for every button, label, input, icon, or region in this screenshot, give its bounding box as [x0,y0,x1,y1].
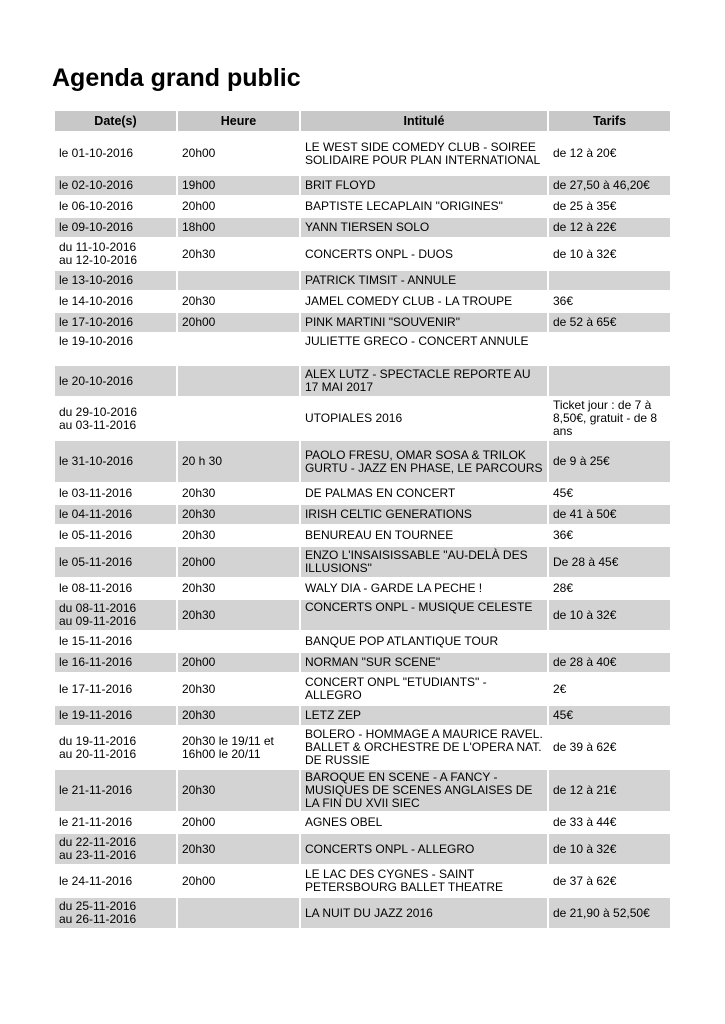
cell-date: le 01-10-2016 [59,146,134,160]
cell-date: le 09-10-2016 [55,218,176,237]
cell-intitule: DE PALMAS EN CONCERT [304,486,456,500]
cell-heure: 20 h 30 [178,441,299,482]
cell-heure [178,334,299,364]
cell-intitule: BAPTISTE LECAPLAIN "ORIGINES" [304,199,503,213]
cell-intitule: AGNES OBEL [304,815,383,829]
agenda-table [53,109,672,930]
cell-tarifs: de 21,90 à 52,50€ [549,898,670,928]
cell-heure [178,898,299,928]
cell-date: le 05-11-2016 [59,528,133,542]
cell-heure: 20h00 [178,653,299,672]
cell-date: le 15-11-2016 [59,634,133,648]
cell-date: le 08-11-2016 [59,581,133,595]
cell-intitule: NORMAN "SUR SCENE" [301,653,547,672]
cell-heure: 20h00 [181,815,216,829]
cell-date: le 21-11-2016 [59,815,133,829]
cell-tarifs: de 10 à 32€ [549,834,670,864]
table-row [55,706,670,725]
table-row [55,366,670,396]
table-row [55,834,670,864]
page-title: Agenda grand public [52,64,301,92]
cell-tarifs: 28€ [553,581,574,595]
cell-tarifs: de 28 à 40€ [549,653,670,672]
cell-intitule: BOLERO - HOMMAGE A MAURICE RAVEL. BALLET & ORCHESTRE DE L'OPERA NAT. DE RUSSIE [304,727,543,767]
cell-date: du 19-11-2016 au 20-11-2016 [59,733,137,761]
table-row [55,813,670,832]
cell-tarifs: 45€ [553,486,574,500]
cell-heure: 20h00 [178,313,299,332]
cell-intitule: YANN TIERSEN SOLO [301,218,547,237]
cell-intitule: LE WEST SIDE COMEDY CLUB - SOIREE SOLIDAIRE POUR PLAN INTERNATIONAL [304,139,541,167]
cell-date: le 05-11-2016 [55,547,176,577]
cell-tarifs: de 12 à 21€ [549,770,670,811]
header-intitule: Intitulé [301,111,547,131]
cell-tarifs: 45€ [549,706,670,725]
cell-tarifs: de 39 à 62€ [553,740,617,754]
cell-tarifs [549,271,670,290]
table-row [55,239,670,269]
cell-tarifs: de 10 à 32€ [553,246,617,261]
cell-intitule: BAROQUE EN SCENE - A FANCY - MUSIQUES DE SCENES ANGLAISES DE LA FIN DU XVII SIEC [301,770,547,811]
cell-tarifs: 36€ [553,528,574,542]
cell-tarifs: Ticket jour : de 7 à 8,50€, gratuit - de 8 ans [553,398,658,438]
cell-tarifs: de 10 à 32€ [549,600,670,630]
table-row [55,271,670,290]
cell-date: le 02-10-2016 [55,176,176,195]
cell-heure: 20h30 [181,528,216,542]
cell-intitule: BANQUE POP ATLANTIQUE TOUR [304,634,499,648]
table-row [55,547,670,577]
header-tarifs: Tarifs [549,111,670,131]
cell-tarifs: de 27,50 à 46,20€ [549,176,670,195]
table-row [55,133,670,174]
cell-date: le 03-11-2016 [59,486,133,500]
cell-date: le 20-10-2016 [55,366,176,396]
table-row [55,505,670,524]
cell-date: le 06-10-2016 [59,199,134,213]
cell-heure [178,366,299,396]
cell-heure: 20h30 [181,681,216,696]
cell-heure [178,398,299,439]
table-row [55,674,670,704]
cell-tarifs: 2€ [553,681,567,696]
cell-tarifs: de 12 à 22€ [549,218,670,237]
cell-heure: 20h00 [178,547,299,577]
cell-date: le 04-11-2016 [55,505,176,524]
cell-heure: 20h00 [181,146,216,160]
table-row [55,770,670,811]
table-row [55,484,670,503]
cell-heure: 20h30 [178,834,299,864]
cell-heure: 18h00 [178,218,299,237]
table-row [55,441,670,482]
table-row [55,398,670,439]
cell-heure: 20h00 [181,873,216,888]
cell-intitule: CONCERT ONPL "ETUDIANTS" - ALLEGRO [304,675,487,702]
cell-tarifs: de 41 à 50€ [549,505,670,524]
cell-heure: 20h00 [181,199,216,213]
table-row [55,579,670,598]
agenda-body [55,133,670,928]
cell-date: le 14-10-2016 [59,294,134,308]
cell-tarifs: de 52 à 65€ [549,313,670,332]
header-heure: Heure [178,111,299,131]
cell-intitule: LA NUIT DU JAZZ 2016 [301,898,547,928]
cell-heure: 19h00 [178,176,299,195]
cell-date: le 24-11-2016 [59,873,133,888]
table-row [55,727,670,768]
cell-heure: 20h30 [181,581,216,595]
cell-tarifs [549,366,670,396]
cell-date: le 13-10-2016 [55,271,176,290]
table-row [55,218,670,237]
cell-intitule: LE LAC DES CYGNES - SAINT PETERSBOURG BALLET THEATRE [304,867,504,894]
table-row [55,334,670,364]
cell-intitule: CONCERTS ONPL - ALLEGRO [301,834,547,864]
cell-date: le 16-11-2016 [55,653,176,672]
cell-heure: 20h30 [181,246,216,261]
table-row [55,176,670,195]
table-row [55,866,670,896]
cell-intitule: ENZO L'INSAISISSABLE "AU-DELÀ DES ILLUSIONS" [301,547,547,577]
cell-heure: 20h30 le 19/11 et 16h00 le 20/11 [181,733,274,761]
cell-date: du 22-11-2016 au 23-11-2016 [55,834,176,864]
table-row [55,600,670,630]
cell-intitule: ALEX LUTZ - SPECTACLE REPORTE AU 17 MAI 2017 [301,366,547,396]
cell-date: du 11-10-2016 au 12-10-2016 [59,240,138,267]
cell-heure: 20h30 [178,706,299,725]
cell-date: le 19-10-2016 [59,334,134,348]
cell-intitule: CONCERTS ONPL - DUOS [304,246,453,261]
cell-heure: 20h30 [181,486,216,500]
cell-heure: 20h30 [178,505,299,524]
cell-heure [178,271,299,290]
header-date: Date(s) [55,111,176,131]
cell-intitule: LETZ ZEP [301,706,547,725]
cell-tarifs: de 25 à 35€ [553,199,617,213]
cell-intitule: WALY DIA - GARDE LA PECHE ! [304,581,483,595]
table-row [55,197,670,216]
cell-intitule: PAOLO FRESU, OMAR SOSA & TRILOK GURTU - JAZZ EN PHASE, LE PARCOURS [301,441,547,482]
cell-date: du 08-11-2016 au 09-11-2016 [55,600,176,630]
cell-heure [178,632,299,651]
cell-intitule: PINK MARTINI "SOUVENIR" [301,313,547,332]
cell-intitule: PATRICK TIMSIT - ANNULE [301,271,547,290]
cell-intitule: CONCERTS ONPL - MUSIQUE CELESTE [301,600,547,630]
cell-heure: 20h30 [178,600,299,630]
cell-date: le 31-10-2016 [55,441,176,482]
table-row [55,292,670,311]
cell-tarifs [549,334,670,364]
table-row [55,313,670,332]
cell-heure: 20h30 [181,294,216,308]
cell-intitule: BENUREAU EN TOURNEE [304,528,454,542]
cell-tarifs [549,632,670,651]
cell-tarifs: de 33 à 44€ [553,815,617,829]
cell-intitule: BRIT FLOYD [301,176,547,195]
cell-intitule: IRISH CELTIC GENERATIONS [301,505,547,524]
cell-date: le 17-11-2016 [59,681,133,696]
cell-date: le 17-10-2016 [55,313,176,332]
cell-tarifs: 36€ [553,294,574,308]
cell-tarifs: de 37 à 62€ [553,873,617,888]
cell-intitule: JULIETTE GRECO - CONCERT ANNULE [304,334,529,348]
cell-tarifs: de 9 à 25€ [549,441,670,482]
cell-tarifs: de 12 à 20€ [553,146,617,160]
cell-tarifs: De 28 à 45€ [549,547,670,577]
cell-date: le 19-11-2016 [55,706,176,725]
table-row [55,898,670,928]
cell-date: du 25-11-2016 au 26-11-2016 [55,898,176,928]
cell-heure: 20h30 [178,770,299,811]
cell-intitule: UTOPIALES 2016 [304,411,403,425]
cell-intitule: JAMEL COMEDY CLUB - LA TROUPE [304,294,513,308]
cell-date: le 21-11-2016 [55,770,176,811]
table-row [55,653,670,672]
table-row [55,526,670,545]
table-header-row [55,111,670,131]
cell-date: du 29-10-2016 au 03-11-2016 [59,404,138,432]
table-row [55,632,670,651]
